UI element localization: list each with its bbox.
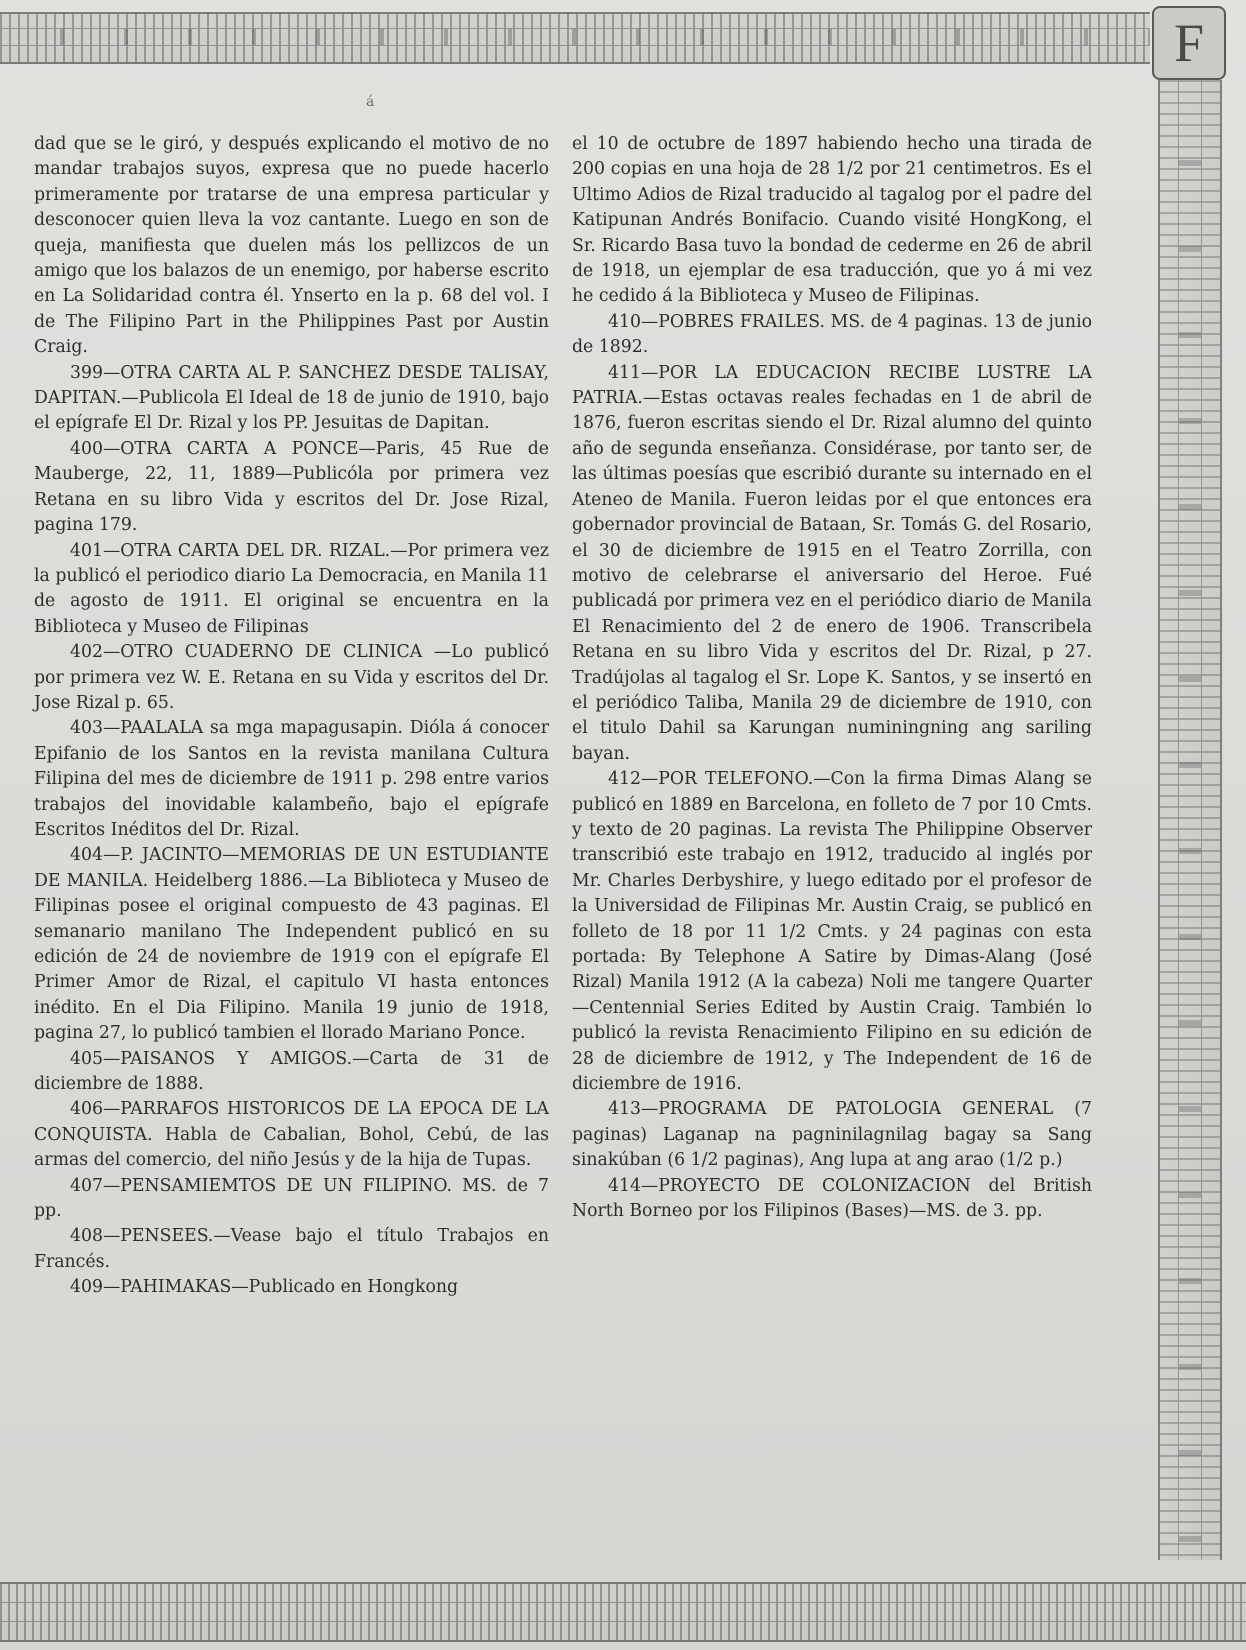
left-column xyxy=(34,132,549,1301)
entry-407: 407—PENSAMIEMTOS DE UN FILIPINO. MS. de 7 pp. xyxy=(34,1175,549,1222)
entry-399: 399—OTRA CARTA AL P. SANCHEZ DESDE TALISAY, DAPITAN.—Publicola El Ideal de 18 de junio de 1910, bajo el epígrafe El Dr. Rizal y los PP. Jesuitas de Dapitan. xyxy=(34,362,549,434)
page-mark: á xyxy=(366,94,375,110)
entry-413: 413—PROGRAMA DE PATOLOGIA GENERAL (7 paginas) Laganap na pagninilagnilag bagay sa Sang sinakúban (6 1/2 paginas), Ang lupa at ang arao (1/2 p.) xyxy=(572,1099,1092,1171)
entry-409: 409—PAHIMAKAS—Publicado en Hongkong xyxy=(70,1277,459,1298)
entry-408: 408—PENSEES.—Vease bajo el título Trabajos en Francés. xyxy=(34,1226,549,1272)
ornamental-top-border xyxy=(0,12,1150,64)
entry-402: 402—OTRO CUADERNO DE CLINICA —Lo publicó por primera vez W. E. Retana en su Vida y escritos del Dr. Jose Rizal p. 65. xyxy=(34,642,549,713)
ornamental-bottom-border xyxy=(0,1582,1246,1642)
entry-404: 404—P. JACINTO—MEMORIAS DE UN ESTUDIANTE DE MANILA. Heidelberg 1886.—La Biblioteca y Museo de Filipinas posee el original compuesto de 43 paginas. El semanario manilano The Independent publicó en su edición de 24 de noviembre de 1919 con el epígrafe El Primer Amor de Rizal, el capitulo VI hasta entonces inédito. En el Dia Filipino. Manila 19 junio de 1918, pagina 27, lo publicó tambien el llorado Mariano Ponce. xyxy=(34,845,549,1044)
left-paragraph-continuation: dad que se le giró, y después explicando el motivo de no mandar trabajos suyos, expresa que no puede hacerlo primeramente por tratarse de una empresa particular y desconocer quien lleva la voz cantante. Luego en son de queja, manifiesta que duelen más los pellizcos de un amigo que los balazos de un enemigo, por haberse escrito en La Solidaridad contra él. Ynserto en la p. 68 del vol. I de The Filipino Part in the Philippines Past por Austin Craig. xyxy=(34,134,549,358)
entry-401: 401—OTRA CARTA DEL DR. RIZAL.—Por primera vez la publicó el periodico diario La Democracia, en Manila 11 de agosto de 1911. El original se encuentra en la Biblioteca y Museo de Filipinas xyxy=(34,540,549,637)
entry-412: 412—POR TELEFONO.—Con la firma Dimas Alang se publicó en 1889 en Barcelona, en folleto de 7 por 10 Cmts. y texto de 20 paginas. La revista The Philippine Observer transcribió este trabajo en 1912, traducido al inglés por Mr. Charles Derbyshire, y luego editado por el profesor de la Universidad de Filipinas Mr. Austin Craig, se publicó en folleto de 18 por 11 1/2 Cmts. y 24 paginas con esta portada: By Telephone A Satire by Dimas-Alang (José Rizal) Manila 1912 (A la cabeza) Noli me tangere Quarter—Centennial Series Edited by Austin Craig. También lo publicó la revista Renacimiento Filipino en su edición de 28 de diciembre de 1912, y The Independent de 16 de diciembre de 1916. xyxy=(572,769,1092,1095)
entry-406: 406—PARRAFOS HISTORICOS DE LA EPOCA DE LA CONQUISTA. Habla de Cabalian, Bohol, Cebú, de las armas del comercio, del niño Jesús y de la hija de Tupas. xyxy=(34,1099,549,1171)
entry-400: 400—OTRA CARTA A PONCE—Paris, 45 Rue de Mauberge, 22, 11, 1889—Publicóla por primera vez Retana en su libro Vida y escritos del Dr. Jose Rizal, pagina 179. xyxy=(34,438,549,536)
entry-414: 414—PROYECTO DE COLONIZACION del British North Borneo por los Filipinos (Bases)—MS. de 3. pp. xyxy=(572,1175,1092,1222)
entry-405: 405—PAISANOS Y AMIGOS.—Carta de 31 de diciembre de 1888. xyxy=(34,1048,549,1095)
right-paragraph-continuation: el 10 de octubre de 1897 habiendo hecho una tirada de 200 copias en una hoja de 28 1/2 por 21 centimetros. Es el Ultimo Adios de Rizal traducido al tagalog por el padre del Katipunan Andrés Bonifacio. Cuando visité HongKong, el Sr. Ricardo Basa tuvo la bondad de cederme en 26 de abril de 1918, un ejemplar de esa traducción, que yo á mi vez he cedido á la Biblioteca y Museo de Filipinas. xyxy=(572,134,1092,307)
corner-letter-ornament: F xyxy=(1152,6,1226,80)
entry-410: 410—POBRES FRAILES. MS. de 4 paginas. 13 de junio de 1892. xyxy=(572,311,1092,358)
right-column xyxy=(572,132,1092,1224)
ornamental-right-border xyxy=(1158,80,1222,1560)
entry-411: 411—POR LA EDUCACION RECIBE LUSTRE LA PATRIA.—Estas octavas reales fechadas en 1 de abril de 1876, fueron escritas siendo el Dr. Rizal alumno del quinto año de segunda enseñanza. Considérase, por tanto ser, de las últimas poesías que escribió durante su internado en el Ateneo de Manila. Fueron leidas por el que entonces era gobernador provincial de Bataan, Sr. Tomás G. del Rosario, el 30 de diciembre de 1915 en el Teatro Zorrilla, con motivo de celebrarse el aniversario del Heroe. Fué publicadá por primera vez en el periódico diario de Manila El Renacimiento del 2 de enero de 1906. Transcribela Retana en su libro Vida y escritos del Dr. Rizal, p 27. Tradújolas al tagalog el Sr. Lope K. Santos, y se insertó en el periódico Taliba, Manila 29 de diciembre de 1910, con el titulo Dahil sa Karungan numiningning ang sariling bayan. xyxy=(572,362,1092,764)
entry-403: 403—PAALALA sa mga mapagusapin. Dióla á conocer Epifanio de los Santos en la revista manilana Cultura Filipina del mes de diciembre de 1911 p. 298 entre varios trabajos del inovidable kalambeño, bajo el epígrafe Escritos Inéditos del Dr. Rizal. xyxy=(34,718,549,840)
